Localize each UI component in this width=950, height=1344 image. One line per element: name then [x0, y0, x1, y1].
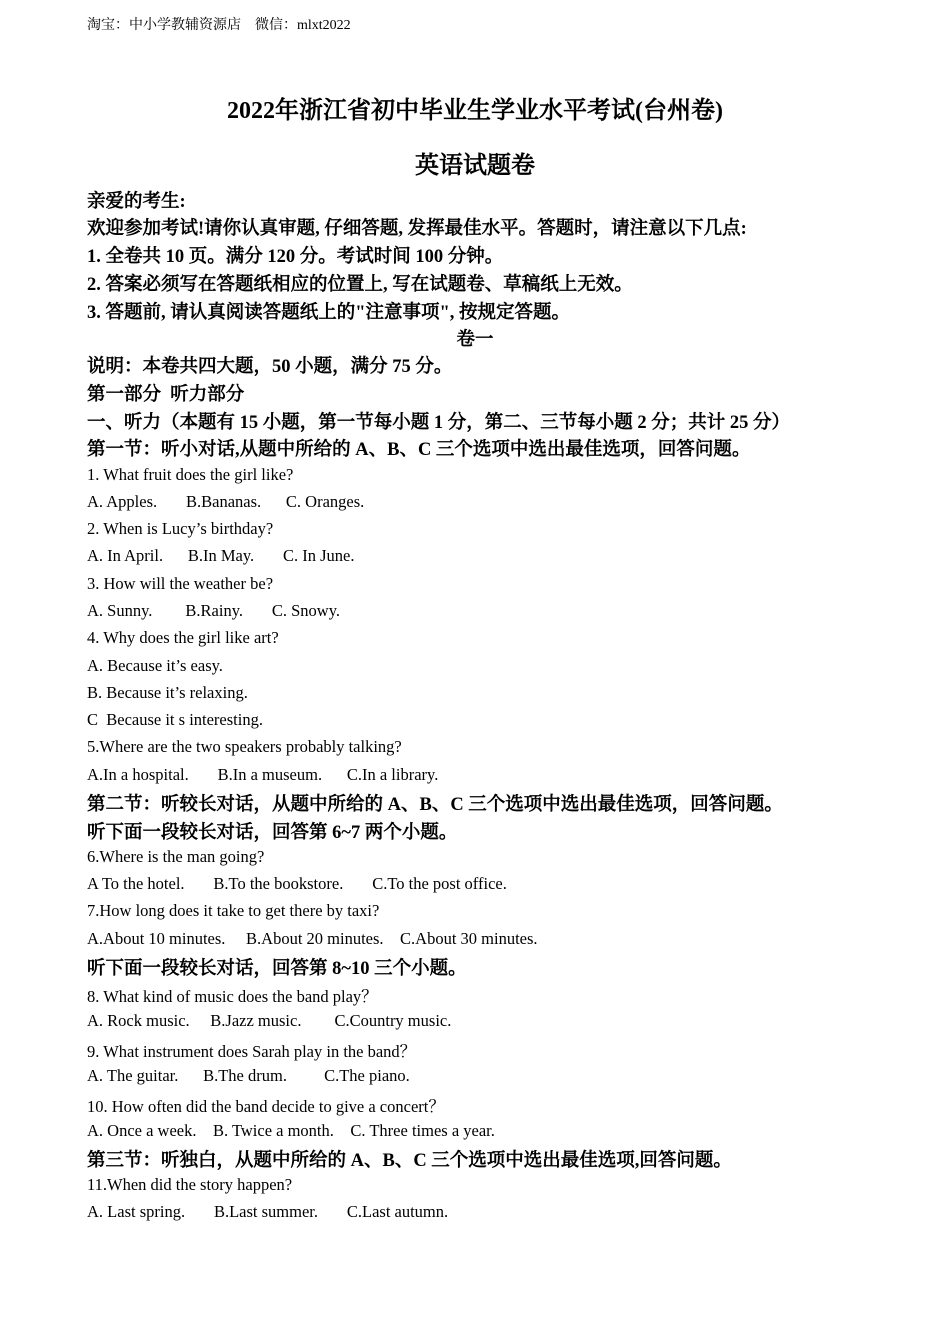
question-11-options: A. Last spring. B.Last summer. C.Last autumn.: [87, 1202, 449, 1221]
welcome-text: 欢迎参加考试!请你认真审题, 仔细答题, 发挥最佳水平。答题时，请注意以下几点:: [87, 219, 747, 239]
question-11: 11.When did the story happen?: [87, 1175, 293, 1194]
question-10: 10. How often did the band decide to give a concert？: [87, 1097, 445, 1116]
section-3-instructions: 第三节：听独白，从题中所给的 A、B、C 三个选项中选出最佳选项,回答问题。: [87, 1151, 732, 1171]
question-4: 4. Why does the girl like art?: [87, 628, 279, 647]
question-3: 3. How will the weather be?: [87, 574, 274, 593]
volume-label: 卷一: [456, 330, 494, 350]
question-2: 2. When is Lucy’s birthday?: [87, 519, 274, 538]
question-8: 8. What kind of music does the band play？: [87, 987, 378, 1006]
question-7-options: A.About 10 minutes. B.About 20 minutes. C.About 30 minutes.: [87, 929, 538, 948]
note-1: 1. 全卷共 10 页。满分 120 分。考试时间 100 分钟。: [87, 247, 504, 267]
question-5: 5.Where are the two speakers probably talking?: [87, 737, 402, 756]
part-title: 第一部分 听力部分: [87, 385, 245, 405]
section-2-sub-2: 听下面一段较长对话，回答第 8~10 三个小题。: [87, 959, 467, 979]
question-3-options: A. Sunny. B.Rainy. C. Snowy.: [87, 601, 341, 620]
question-4-option-c: C Because it s interesting.: [87, 710, 263, 729]
question-7: 7.How long does it take to get there by taxi?: [87, 901, 380, 920]
question-10-options: A. Once a week. B. Twice a month. C. Three times a year.: [87, 1121, 495, 1140]
question-9-options: A. The guitar. B.The drum. C.The piano.: [87, 1066, 410, 1085]
question-2-options: A. In April. B.In May. C. In June.: [87, 546, 355, 565]
exam-subtitle: 英语试题卷: [415, 153, 535, 179]
question-4-option-a: A. Because it’s easy.: [87, 656, 223, 675]
greeting: 亲爱的考生:: [87, 192, 186, 212]
question-6-options: A To the hotel. B.To the bookstore. C.To the post office.: [87, 874, 507, 893]
listening-heading: 一、听力（本题有 15 小题，第一节每小题 1 分，第二、三节每小题 2 分；共计 25 分）: [87, 413, 791, 433]
question-6: 6.Where is the man going?: [87, 847, 265, 866]
section-2-sub-1: 听下面一段较长对话，回答第 6~7 两个小题。: [87, 823, 458, 843]
page-header: 淘宝：中小学教辅资源店 微信：mlxt2022: [87, 18, 351, 33]
question-1: 1. What fruit does the girl like?: [87, 465, 294, 484]
note-3: 3. 答题前, 请认真阅读答题纸上的"注意事项", 按规定答题。: [87, 303, 571, 323]
question-9: 9. What instrument does Sarah play in the band？: [87, 1042, 417, 1061]
exam-title: 2022年浙江省初中毕业生学业水平考试(台州卷): [227, 98, 723, 124]
volume-description: 说明：本卷共四大题，50 小题，满分 75 分。: [87, 357, 453, 377]
note-2: 2. 答案必须写在答题纸相应的位置上, 写在试题卷、草稿纸上无效。: [87, 275, 633, 295]
section-2-instructions: 第二节：听较长对话，从题中所给的 A、B、C 三个选项中选出最佳选项，回答问题。: [87, 795, 783, 815]
question-8-options: A. Rock music. B.Jazz music. C.Country music.: [87, 1011, 452, 1030]
section-1-instructions: 第一节：听小对话,从题中所给的 A、B、C 三个选项中选出最佳选项，回答问题。: [87, 440, 751, 460]
question-4-option-b: B. Because it’s relaxing.: [87, 683, 248, 702]
question-1-options: A. Apples. B.Bananas. C. Oranges.: [87, 492, 365, 511]
question-5-options: A.In a hospital. B.In a museum. C.In a library.: [87, 765, 439, 784]
